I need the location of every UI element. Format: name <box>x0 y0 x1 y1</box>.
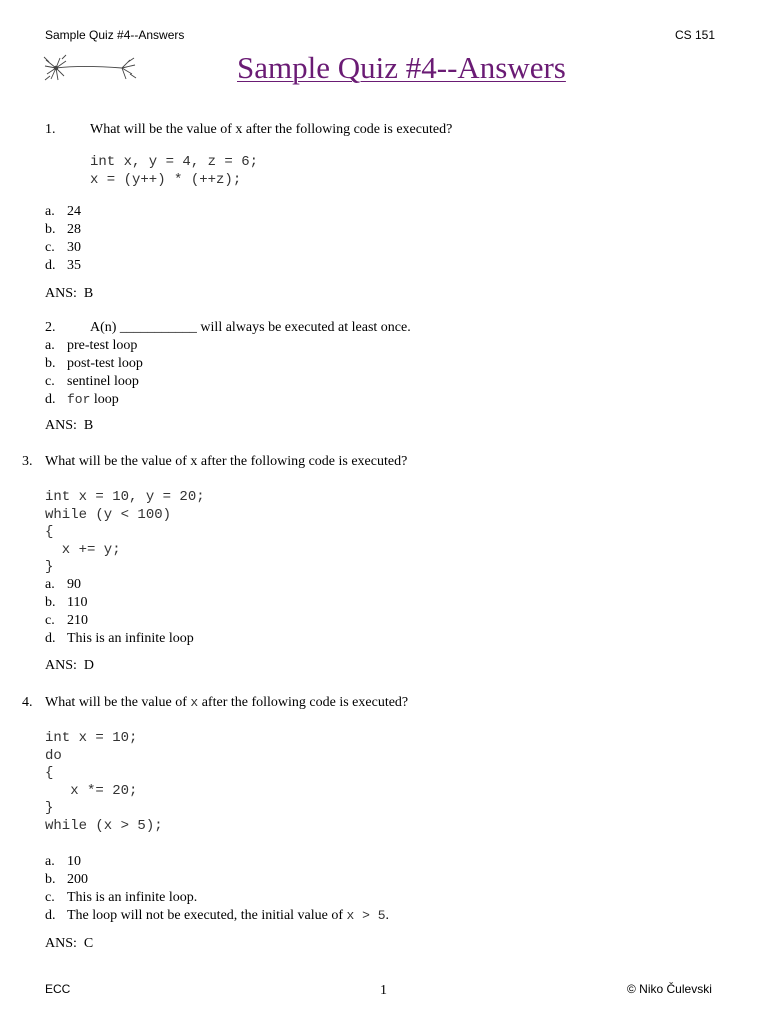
footer-copyright: © Niko Čulevski <box>627 982 712 996</box>
code-line: { <box>45 524 54 540</box>
question-4-number: 4. <box>22 695 33 710</box>
answer: ANS: D <box>45 658 95 673</box>
question-2-number: 2. <box>45 320 56 335</box>
code-line: x *= 20; <box>45 783 138 799</box>
running-header-left: Sample Quiz #4--Answers <box>45 28 185 42</box>
code-line: } <box>45 559 54 575</box>
code-line: x += y; <box>45 542 121 558</box>
question-3-text: What will be the value of x after the following code is executed? <box>45 454 408 469</box>
neuron-logo-icon <box>42 54 138 82</box>
page-number: 1 <box>380 983 387 998</box>
running-header-right: CS 151 <box>675 28 716 42</box>
code-line: while (x > 5); <box>45 818 163 834</box>
question-4-text: What will be the value of x after the following code is executed? <box>45 695 409 710</box>
code-line: x = (y++) * (++z); <box>90 172 242 188</box>
question-1-text: What will be the value of x after the following code is executed? <box>90 122 453 137</box>
code-line: int x, y = 4, z = 6; <box>90 154 259 170</box>
code-line: int x = 10; <box>45 730 138 746</box>
question-2-text: A(n) ___________ will always be executed at least once. <box>90 320 411 335</box>
code-line: while (y < 100) <box>45 507 172 523</box>
question-1-number: 1. <box>45 122 56 137</box>
answer: ANS: B <box>45 286 94 301</box>
page-title: Sample Quiz #4--Answers <box>237 50 566 85</box>
answer: ANS: B <box>45 418 94 433</box>
code-line: do <box>45 748 62 764</box>
answer: ANS: C <box>45 936 94 951</box>
code-line: } <box>45 800 54 816</box>
code-line: int x = 10, y = 20; <box>45 489 205 505</box>
question-3-number: 3. <box>22 454 33 469</box>
code-line: { <box>45 765 54 781</box>
footer-left: ECC <box>45 982 71 996</box>
